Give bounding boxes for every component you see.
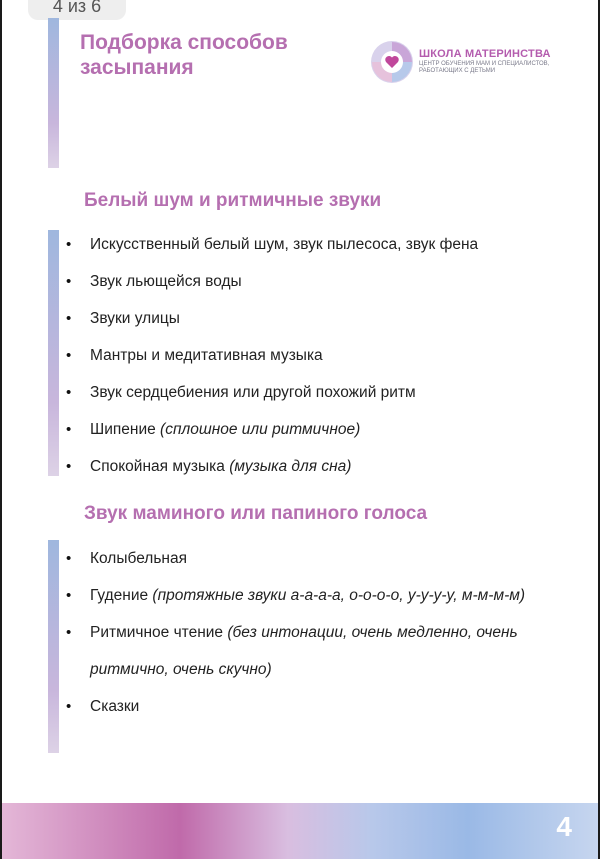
header-accent-bar	[48, 18, 59, 168]
list-item: • Сказки	[62, 688, 552, 725]
parent-voice-list	[62, 540, 552, 725]
page-number: 4	[556, 811, 572, 842]
list-item: • Звук сердцебиения или другой похожий ритм	[62, 383, 552, 420]
list-item: • Шипение (сплошное или ритмичное)	[62, 420, 552, 457]
section1-accent-bar	[48, 230, 59, 476]
list-item: • Спокойная музыка (музыка для сна)	[62, 457, 552, 494]
list-item: • Звуки улицы	[62, 309, 552, 346]
list-item: • Звук льющейся воды	[62, 272, 552, 309]
logo-subtitle: ЦЕНТР ОБУЧЕНИЯ МАМ И СПЕЦИАЛИСТОВ, РАБОТАЮЩИХ С ДЕТЬМИ	[419, 61, 550, 74]
white-noise-list	[62, 235, 552, 494]
list-item: • Гудение (протяжные звуки а-а-а-а, о-о-о-о, у-у-у-у, м-м-м-м)	[62, 577, 552, 614]
page-counter: 4 из 6	[28, 0, 126, 20]
footer-gradient-band	[0, 803, 600, 859]
list-item: • Колыбельная	[62, 540, 552, 577]
logo-icon	[370, 40, 414, 84]
logo-name: ШКОЛА МАТЕРИНСТВА	[419, 48, 551, 60]
section-heading-parent-voice: Звук маминого или папиного голоса	[84, 503, 428, 524]
logo-text	[419, 48, 594, 75]
list-item: • Искусственный белый шум, звук пылесоса, звук фена	[62, 235, 552, 272]
list-item: • Мантры и медитативная музыка	[62, 346, 552, 383]
section2-accent-bar	[48, 540, 59, 753]
section-heading-white-noise: Белый шум и ритмичные звуки	[84, 190, 382, 211]
list-item: • Ритмичное чтение (без интонации, очень медленно, очень ритмично, очень скучно)	[62, 614, 552, 688]
page-title: Подборка способов засыпания	[80, 31, 288, 79]
